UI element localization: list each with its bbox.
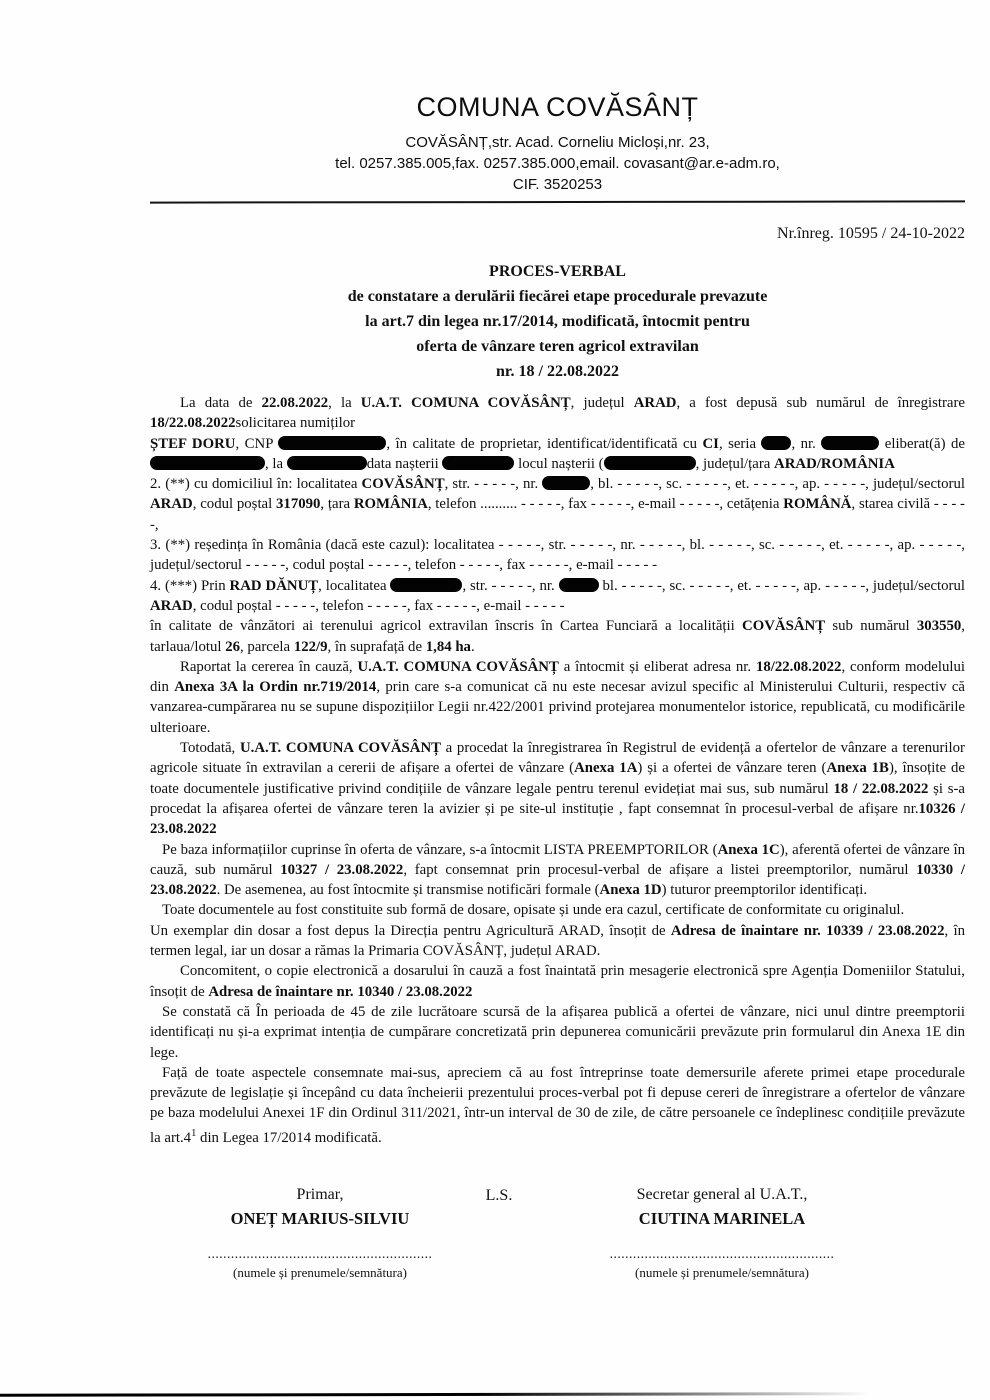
text-run: 2. (**) cu domiciliul în: localitatea (150, 476, 362, 493)
bold-text-run: ROMÂNĂ (783, 496, 852, 513)
signature-name-primar: ONEȚ MARIUS-SILVIU (230, 1209, 410, 1228)
text-run: . (470, 638, 475, 655)
text-run: Concomitent, o copie electronică a dosarului în cauză a fost înaintată prin mesagerie electronică spre Agenția Domeniilor Statului, însoțit de (150, 963, 965, 1000)
bold-text-run: Adresa de înaintare nr. 10340 / 23.08.2022 (208, 983, 473, 1000)
text-run: Se constată că În perioada de 45 de zile lucrătoare scursă de la afișarea publică a ofertei de vânzare, nici unul dintre preemptorii identificați nu și-a exprimat intenția de cumpărare concretizată prin depunerea comunicării prevăzute prin formularul din Anexa 1E din lege. (150, 1003, 965, 1061)
signature-right (572, 1186, 872, 1281)
text-run: , țara (320, 496, 354, 513)
bold-text-run: U.A.T. COMUNA COVĂSÂNȚ (239, 740, 441, 757)
redaction-bar (150, 456, 265, 470)
redaction-bar (821, 436, 879, 450)
bold-text-run: 10326 / 23.08.2022 (150, 800, 965, 838)
text-run: ) și a ofertei de vânzare teren ( (637, 760, 827, 777)
bold-text-run: 26 (225, 638, 240, 655)
paragraph (150, 921, 965, 962)
doc-title-line: nr. 18 / 22.08.2022 (496, 363, 619, 380)
text-run: ) tuturor preemptorilor identificați. (661, 882, 868, 899)
text-run: bl. - - - - -, sc. - - - - -, et. - - - - -, ap. - - - - -, județul/sectorul (598, 577, 965, 594)
bold-text-run: ARAD (633, 395, 677, 411)
signature-dotted-line: .......................................................... (609, 1246, 835, 1261)
bold-text-run: U.A.T. COMUNA COVĂSÂNȚ (360, 395, 571, 411)
text-run: , starea civilă - - - - -, (150, 496, 965, 533)
redaction-bar (390, 578, 462, 592)
bold-text-run: ȘTEF DORU (150, 435, 236, 452)
paragraph (150, 616, 965, 657)
text-run: Un exemplar din dosar a fost depus la Direcția pentru Agricultură ARAD, însoțit de (150, 922, 671, 939)
bold-text-run: ROMÂNIA (353, 496, 428, 513)
paragraph (150, 393, 965, 434)
bold-text-run: 10327 / 23.08.2022 (280, 861, 404, 878)
text-run: Totodată, (180, 740, 240, 757)
paragraph (150, 900, 965, 920)
org-cif: CIF. 3520253 (512, 176, 603, 193)
bold-text-run: Anexa 1C (717, 841, 780, 858)
bold-text-run: Anexa 3A la Ordin nr.719/2014 (174, 679, 377, 696)
doc-title-line: de constatare a derulării fiecărei etape procedurale prevazute (347, 288, 768, 305)
bold-text-run: COVĂSÂNȚ (742, 618, 826, 635)
bold-text-run: Anexa 1A (574, 760, 638, 777)
text-run: ), însoțite de toate documentele justificative privind condițiile de vânzare legale pentru terenul evidețiat mai sus, sub numărul (150, 760, 965, 797)
text-run: eliberat(ă) de (879, 435, 965, 452)
text-run: , CNP (235, 435, 279, 452)
text-run: , codul poștal - - - - -, telefon - - - - -, fax - - - - -, e-mail - - - - - (192, 597, 565, 614)
paragraph (150, 434, 965, 475)
text-run: , nr. (791, 435, 822, 452)
signature-left (170, 1186, 470, 1281)
text-run: , bl. - - - - -, sc. - - - - -, et. - - - - -, ap. - - - - -, județul/sectorul (590, 476, 965, 493)
text-run: , județul (570, 395, 634, 411)
org-address: COVĂSÂNȚ,str. Acad. Corneliu Micloși,nr. 23, (405, 134, 710, 151)
signature-role-secretar: Secretar general al U.A.T., (636, 1186, 808, 1203)
bold-text-run: 1,84 ha (425, 638, 471, 655)
bold-text-run: 317090 (276, 496, 321, 513)
signature-dotted-line: .......................................................... (207, 1246, 433, 1261)
text-run: , fapt consemnat prin procesul-verbal de afișare a listei preemptorilor, numărul (403, 861, 917, 878)
text-run: , parcela (240, 638, 294, 655)
text-run: La data de (180, 395, 262, 411)
text-run: a întocmit și eliberat adresa nr. (558, 658, 756, 675)
paragraph (150, 738, 965, 839)
signature-caption: (numele și prenumele/semnătura) (233, 1265, 407, 1280)
bold-text-run: 18/22.08.2022 (150, 415, 236, 432)
text-run: data nașterii (366, 455, 443, 472)
text-run: , a fost depusă sub numărul de înregistrare (676, 395, 965, 411)
text-run: , seria (718, 435, 762, 452)
text-run: , la (328, 395, 361, 411)
org-name: COMUNA COVĂSÂNȚ (416, 92, 699, 122)
paragraph (150, 1002, 965, 1063)
text-run: . De asemenea, au fost întocmite și transmise notificări formale ( (216, 882, 600, 899)
text-run: sub numărul (825, 618, 917, 635)
text-run: , la (265, 455, 287, 472)
text-run: , str. - - - - -, nr. (444, 476, 543, 493)
signature-block (150, 1186, 965, 1306)
redaction-bar (604, 456, 696, 470)
redaction-bar (442, 456, 514, 470)
bold-text-run: CI (702, 435, 719, 452)
redaction-bar (559, 578, 599, 592)
bold-text-run: ARAD (150, 597, 193, 614)
scan-artifact-line (0, 1392, 870, 1396)
document-content (150, 0, 965, 1148)
text-run: , tarlaua/lotul (150, 618, 965, 655)
bold-text-run: ARAD (150, 496, 193, 513)
paragraph (150, 961, 965, 1002)
signature-role-primar: Primar, (296, 1186, 344, 1203)
doc-title-line: oferta de vânzare teren agricol extravilan (416, 338, 699, 355)
paragraph (150, 535, 965, 576)
bold-text-run: ARAD/ROMÂNIA (774, 455, 895, 472)
text-run: , în calitate de proprietar, identificat/identificată cu (386, 435, 703, 452)
bold-text-run: U.A.T. COMUNA COVĂSÂNȚ (357, 658, 559, 675)
text-run: , prin care s-a comunicat că nu este necesar avizul specific al Ministerului Culturii, respectiv că vanzarea-cumpărarea nu se supune dispozițiilor Legii nr.422/2001 privind protejarea monumentelor istorice, republicată, cu modificările ulterioare. (150, 679, 965, 736)
signature-caption: (numele și prenumele/semnătura) (635, 1265, 809, 1280)
letterhead (150, 0, 965, 195)
text-run: și s-a procedat la afișarea ofertei de vânzare teren la avizier și pe site-ul instituție , fapt consemnat în procesul-verbal de afișare nr. (150, 780, 965, 817)
text-run: 4. (***) Prin (150, 577, 230, 594)
text-run: locul nașterii ( (514, 455, 604, 472)
seal-placeholder: L.S. (485, 1187, 513, 1204)
document-title (150, 259, 965, 384)
bold-text-run: 18/22.08.2022 (755, 658, 842, 675)
text-run: ), aferentă ofertei de vânzare în cauză, sub numărul (150, 841, 965, 878)
text-run: solicitarea numiților (235, 415, 356, 432)
bold-text-run: Anexa 1D (599, 882, 662, 899)
bold-text-run: Anexa 1B (826, 760, 889, 777)
text-run: , județul/țara (695, 455, 775, 472)
bold-text-run: RAD DĂNUȚ (229, 577, 319, 594)
superscript-text: 1 (191, 1127, 197, 1139)
text-run: , telefon .......... - - - - -, fax - - - - -, e-mail - - - - -, cetățenia (427, 496, 784, 513)
text-run: , codul poștal (192, 496, 277, 513)
text-run: Față de toate aspectele consemnate mai-sus, apreciem că au fost întreprinse toate demersurile aferete primei etape procedurale prevăzute de legislație și începând cu data încheierii prezentului proces-verbal pot fi depuse cereri de înregistrare a ofertelor de vânzare pe baza modelului Anexei 1F din Ordinul 311/2021, într-un interval de 30 de zile, de către persoanele ce îndeplinesc condițiile prevăzute la art.4 (150, 1064, 965, 1146)
bold-text-run: 18 / 22.08.2022 (833, 780, 929, 797)
signature-name-secretar: CIUTINA MARINELA (638, 1209, 806, 1228)
doc-title-line: PROCES-VERBAL (489, 263, 626, 280)
bold-text-run: 10330 / 23.08.2022 (150, 861, 965, 899)
text-run: a procedat la înregistrarea în Registrul de evidență a ofertelor de vânzare a terenurilor agricole situate în extravilan a cererii de afișare a ofertei de vânzare ( (150, 740, 965, 777)
document-body (150, 393, 965, 1148)
text-run: , conform modelului din (150, 658, 965, 696)
text-run: 3. (**) reședința în România (dacă este cazul): localitatea - - - - -, str. - - - - -, nr. - - - - -, bl. - - - - -, sc. - - - - -, et. - - - - -, ap. - - - - -, județul/sectorul - - - - -, codul poștal - - - - -, telefon - - - - -, fax - - - - -, e-mail - - - - - (150, 537, 965, 574)
paragraph (150, 1063, 965, 1148)
registration-number: Nr.înreg. 10595 / 24-10-2022 (777, 225, 965, 242)
doc-title-line: la art.7 din legea nr.17/2014, modificată, întocmit pentru (365, 313, 750, 330)
text-run: , localitatea (318, 577, 391, 594)
org-contact: tel. 0257.385.005,fax. 0257.385.000,email. covasant@ar.e-adm.ro, (335, 155, 780, 172)
text-run: Pe baza informațiilor cuprinse în oferta de vânzare, s-a întocmit LISTA PREEMPTORILOR ( (162, 841, 718, 858)
paragraph (150, 657, 965, 738)
paragraph (150, 474, 965, 535)
redaction-bar (287, 456, 367, 470)
redaction-bar (278, 436, 386, 450)
bold-text-run: 22.08.2022 (261, 395, 329, 411)
text-run: , în termen legal, iar un dosar a rămas la Primaria COVĂSÂNȚ, județul ARAD. (150, 922, 965, 960)
redaction-bar (761, 436, 791, 450)
bold-text-run: 122/9 (293, 638, 328, 655)
bold-text-run: COVĂSÂNȚ (361, 476, 445, 493)
paragraph (150, 576, 965, 617)
text-run: din Legea 17/2014 modificată. (196, 1129, 382, 1146)
text-run: în calitate de vânzători ai terenului agricol extravilan înscris în Cartea Funciară a localității (150, 618, 743, 635)
text-run: , în suprafață de (327, 638, 426, 655)
bold-text-run: 303550 (916, 618, 962, 635)
text-run: Toate documentele au fost constituite sub formă de dosare, opisate și unde era cazul, certificate de conformitate cu originalul. (162, 902, 905, 919)
redaction-bar (542, 476, 590, 490)
text-run: Raportat la cererea în cauză, (180, 658, 358, 675)
bold-text-run: Adresa de înaintare nr. 10339 / 23.08.2022 (670, 922, 945, 939)
paragraph (150, 840, 965, 901)
letterhead-divider (150, 200, 965, 203)
text-run: , str. - - - - -, nr. (462, 577, 559, 594)
